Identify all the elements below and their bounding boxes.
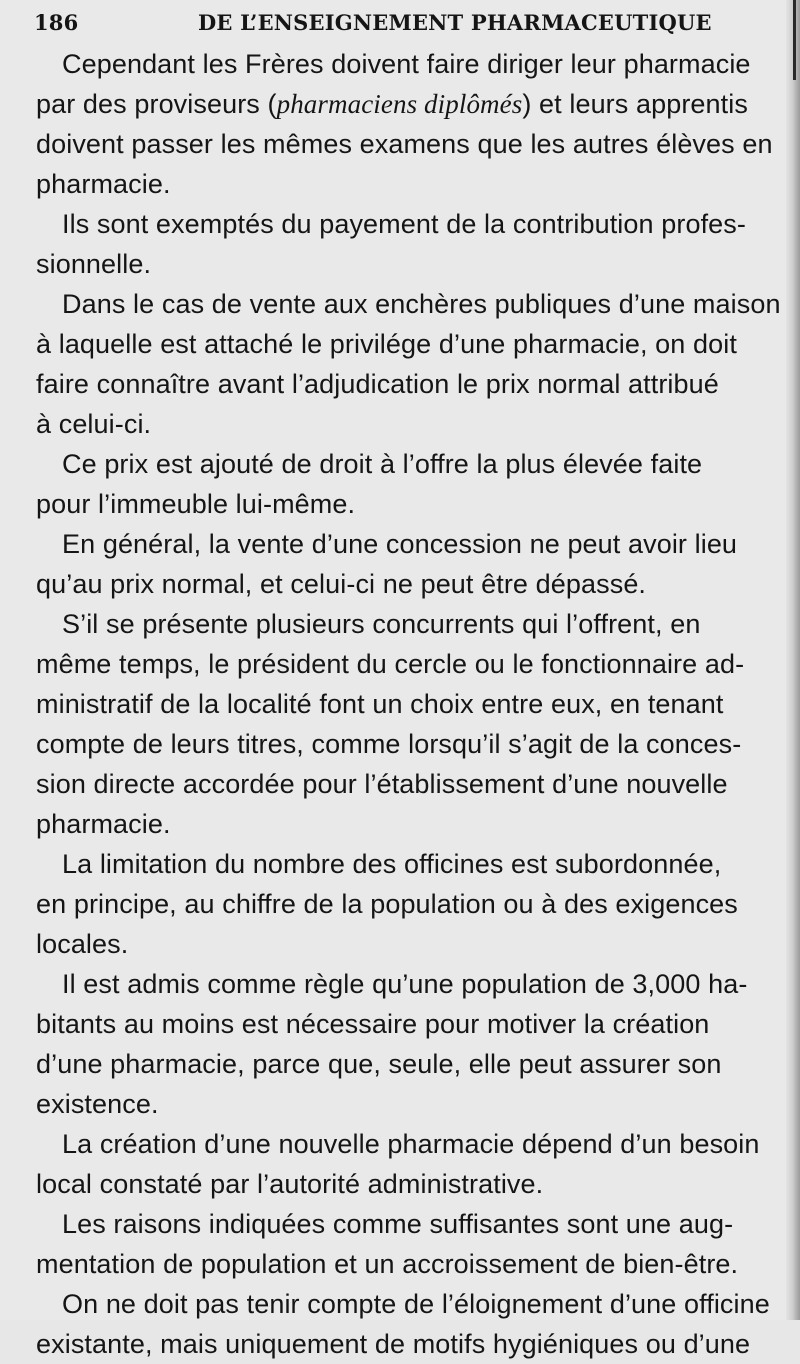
text-line: faire connaître avant l’adjudication le prix normal attribué — [36, 369, 719, 399]
text-line: S’il se présente plusieurs concurrents qui l’offrent, en — [62, 609, 701, 639]
text-line: Cependant les Frères doivent faire diriger leur pharmacie — [62, 49, 751, 79]
text-line: doivent passer les mêmes examens que les autres élèves en — [36, 129, 773, 159]
text-line: qu’au prix normal, et celui-ci ne peut être dépassé. — [36, 569, 647, 599]
paragraph — [36, 1124, 794, 1204]
text-line: La création d’une nouvelle pharmacie dépend d’un besoin — [62, 1129, 760, 1159]
text-line: En général, la vente d’une concession ne peut avoir lieu — [62, 529, 738, 559]
text-line: existante, mais uniquement de motifs hygiéniques ou d’une — [36, 1329, 751, 1359]
paragraph — [36, 524, 794, 604]
text-line: On ne doit pas tenir compte de l’éloignement d’une officine — [62, 1289, 770, 1319]
text-line: mentation de population et un accroissement de bien-être. — [36, 1249, 739, 1279]
paragraph — [36, 964, 794, 1124]
text-line: Dans le cas de vente aux enchères publiques d’une maison — [62, 289, 781, 319]
text-line: sionnelle. — [36, 249, 152, 279]
paragraph — [36, 844, 794, 964]
text-line: Ils sont exemptés du payement de la contribution profes- — [62, 209, 746, 239]
text-line: existence. — [36, 1089, 159, 1119]
text-line: sion directe accordée pour l’établissement d’une nouvelle — [36, 769, 728, 799]
text-line: Ce prix est ajouté de droit à l’offre la plus élevée faite — [62, 449, 703, 479]
text-line: par des proviseurs (pharmaciens diplômés) et leurs apprentis — [36, 89, 748, 119]
paragraph — [36, 204, 794, 284]
text-line: bitants au moins est nécessaire pour motiver la création — [36, 1009, 710, 1039]
body-text — [36, 44, 794, 1364]
text-line: d’une pharmacie, parce que, seule, elle peut assurer son — [36, 1049, 722, 1079]
paragraph — [36, 604, 794, 844]
text-line: même temps, le président du cercle ou le fonctionnaire ad- — [36, 649, 745, 679]
page-number: 186 — [34, 10, 79, 35]
text-line: Il est admis comme règle qu’une population de 3,000 ha- — [62, 969, 748, 999]
text-line: à laquelle est attaché le privilége d’une pharmacie, on doit — [36, 329, 737, 359]
paragraph — [36, 1204, 794, 1364]
text-line: pour l’immeuble lui-même. — [36, 489, 356, 519]
text-line: ministratif de la localité font un choix entre eux, en tenant — [36, 689, 724, 719]
text-line: La limitation du nombre des officines est subordonnée, — [62, 849, 722, 879]
paragraph — [36, 444, 794, 524]
text-line: Les raisons indiquées comme suffisantes sont une aug- — [62, 1209, 734, 1239]
running-head: DE L’ENSEIGNEMENT PHARMACEUTIQUE — [198, 10, 712, 35]
page-header — [34, 10, 780, 40]
text-line: pharmacie. — [36, 809, 171, 839]
text-line: pharmacie. — [36, 169, 171, 199]
text-line: en principe, au chiffre de la population ou à des exigences — [36, 889, 738, 919]
paragraph — [36, 284, 794, 444]
text-line: local constaté par l’autorité administrative. — [36, 1169, 544, 1199]
text-line: à celui-ci. — [36, 409, 152, 439]
paragraph — [36, 44, 794, 204]
italic-phrase: pharmaciens diplômés — [276, 89, 523, 119]
text-line: compte de leurs titres, comme lorsqu’il s’agit de la conces- — [36, 729, 742, 759]
text-line: locales. — [36, 929, 129, 959]
